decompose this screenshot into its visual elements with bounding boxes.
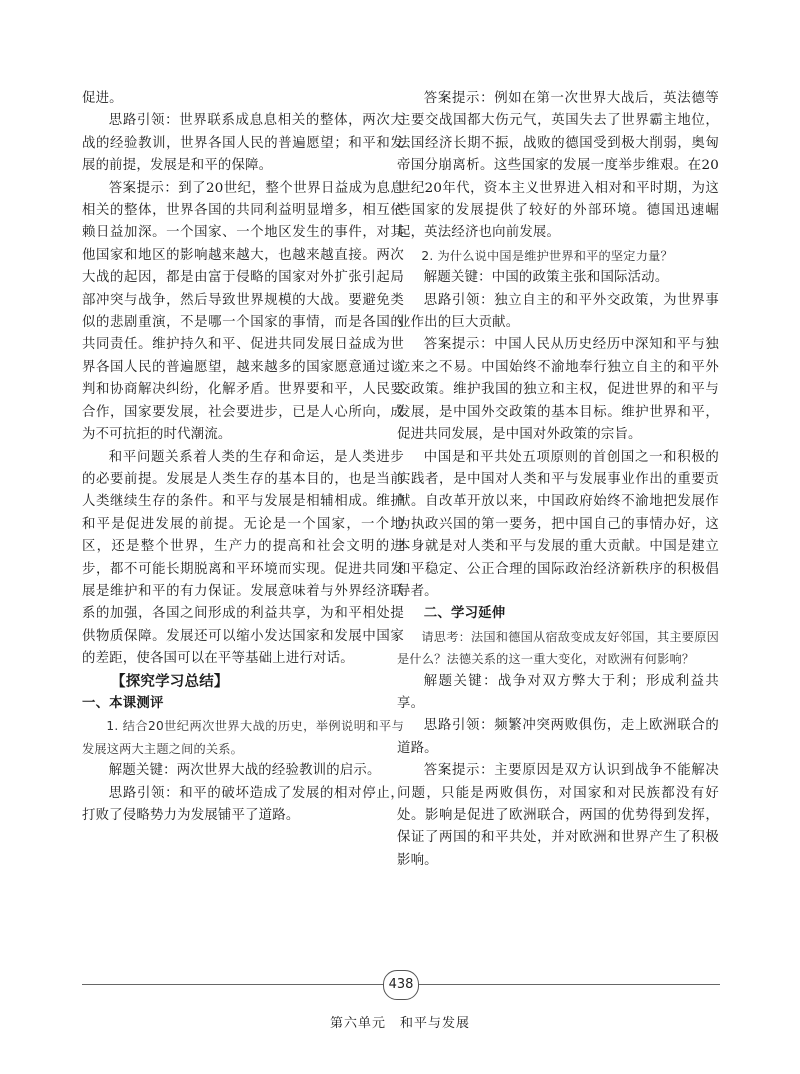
paragraph: 答案提示：到了20世纪，整个世界日益成为息息相关的整体，世界各国的共同利益明显增多，相互依赖日益加深。一个国家、一个地区发生的事件，对其他国家和地区的影响越来越大，也越来越直接。两次大战的起因，都是由富于侵略的国家对外扩张引起局部冲突与战争，然后导致世界规模的大战。要避免类似的悲剧重演，不是哪一个国家的事情，而是各国的共同责任。维护持久和平、促进共同发展日益成为世界各国人民的普遍愿望，越来越多的国家愿意通过谈判和协商解决纠纷，化解矛盾。世界要和平，人民要合作，国家要发展，社会要进步，已是人心所向，成为不可抗拒的时代潮流。 (82, 180, 404, 443)
paragraph: 解题关键：战争对双方弊大于利；形成利益共享。 (397, 673, 719, 711)
paragraph: 答案提示：主要原因是双方认识到战争不能解决问题，只能是两败俱伤，对国家和对民族都没有好处。影响是促进了欧洲联合，两国的优势得到发挥，保证了两国的和平共处，并对欧洲和世界产生了积极影响。 (397, 763, 719, 868)
paragraph: 和平问题关系着人类的生存和命运，是人类进步的必要前提。发展是人类生存的基本目的，也是当前人类继续生存的条件。和平与发展是相辅相成。维护和平是促进发展的前提。无论是一个国家，一个地区，还是整个世界，生产力的提高和社会文明的进步，都不可能长期脱离和平环境而实现。促进共同发展是维护和平的有力保证。发展意味着与外界经济联系的加强，各国之间形成的利益共享，为和平相处提供物质保障。发展还可以缩小发达国家和发展中国家的差距，使各国可以在平等基础上进行对话。 (82, 449, 404, 667)
paragraph: 思路引领：世界联系成息息相关的整体，两次大战的经验教训，世界各国人民的普遍愿望；和平和发展的前提，发展是和平的保障。 (82, 113, 404, 174)
section-title: 【探究学习总结】 (111, 673, 229, 690)
paragraph: 中国是和平共处五项原则的首创国之一和积极的实践者，是中国对人类和平与发展事业作出的重要贡献。自改革开放以来，中国政府始终不渝地把发展作为执政兴国的第一要务，把中国自己的事情办好，这本身就是对人类和平与发展的重大贡献。中国是建立和平稳定、公正合理的国际政治经济新秩序的积极倡导者。 (397, 449, 719, 599)
paragraph: 解题关键：两次世界大战的经验教训的启示。 (108, 763, 381, 779)
paragraph: 思路引领：频繁冲突两败俱伤，走上欧洲联合的道路。 (397, 718, 719, 756)
paragraph: 思路引领：和平的破坏造成了发展的相对停止，打败了侵略势力为发展铺平了道路。 (82, 785, 404, 823)
paragraph: 答案提示：中国人民从历史经历中深知和平与独立来之不易。中国始终不渝地奉行独立自主的和平外交政策。维护我国的独立和主权，促进世界的和平与发展，是中国外交政策的基本目标。维护世界和平，促进共同发展，是中国对外政策的宗旨。 (397, 337, 719, 443)
right-column (397, 88, 719, 872)
sub-title: 二、学习延伸 (423, 606, 506, 622)
paragraph: 解题关键：中国的政策主张和国际活动。 (423, 270, 669, 286)
paragraph: 促进。 (82, 91, 123, 106)
paragraph: 答案提示：例如在第一次世界大战后，英法德等主要交战国都大伤元气，英国失去了世界霸主地位，法国经济长期不振，战败的德国受到极大削弱，奥匈帝国分崩离析。这些国家的发展一度举步维艰。在20世纪20年代，资本主义世界进入相对和平时期，为这些国家的发展提供了较好的外部环境。德国迅速崛起，英法经济也向前发展。 (397, 91, 719, 241)
sub-title: 一、本课测评 (82, 695, 164, 711)
paragraph: 思路引领：独立自主的和平外交政策，为世界事业作出的巨大贡献。 (397, 292, 719, 331)
question: 1. 结合20世纪两次世界大战的历史，举例说明和平与发展这两大主题之间的关系。 (82, 719, 404, 756)
question: 2. 为什么说中国是维护世界和平的坚定力量？ (421, 248, 673, 263)
left-column (82, 88, 404, 827)
question: 请思考：法国和德国从宿敌变成友好邻国，其主要原因是什么？法德关系的这一重大变化，对欧洲有何影响？ (397, 629, 719, 667)
unit-title: 第六单元 和平与发展 (329, 1016, 470, 1031)
page-number: 438 (383, 970, 419, 1000)
